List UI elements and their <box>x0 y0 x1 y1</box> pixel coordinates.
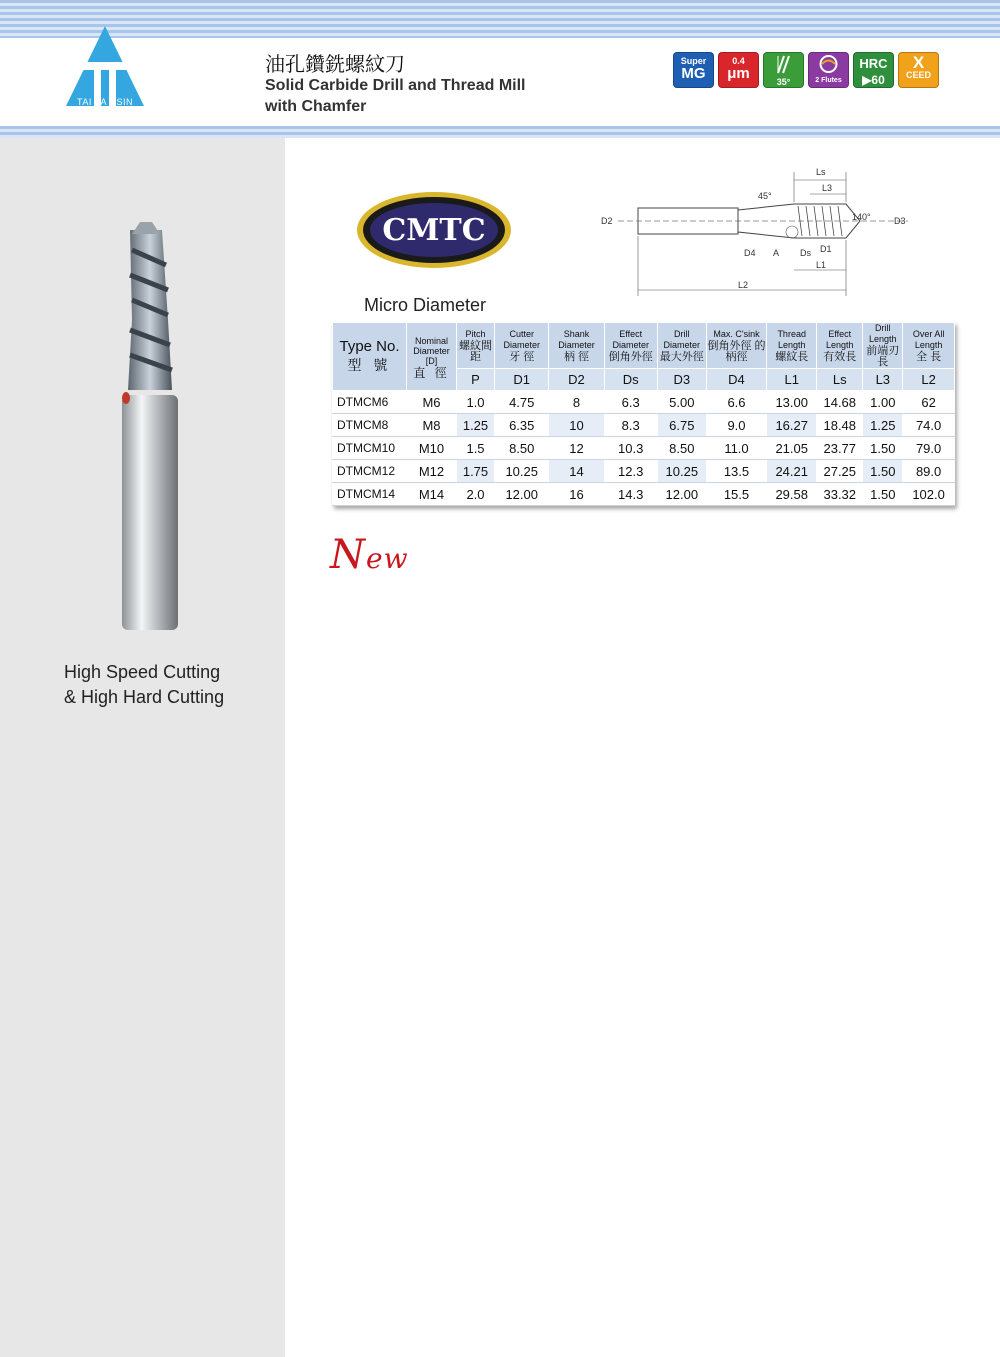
super-mg-icon <box>673 52 714 88</box>
table-cell: 12.3 <box>604 460 657 483</box>
nominal-header-en: Nominal Diameter [D] <box>413 335 450 366</box>
table-cell: 15.5 <box>706 483 767 506</box>
column-symbol: Ds <box>604 369 657 391</box>
helix-angle-icon <box>763 52 804 88</box>
type-header-zh: 型 號 <box>347 357 392 373</box>
table-cell: 74.0 <box>903 414 955 437</box>
drill-thread-mill-image <box>110 220 190 640</box>
column-header: Effect Length 有效長 <box>817 323 863 369</box>
table-row <box>333 483 955 506</box>
badge-main-text: ▶60 <box>862 73 885 87</box>
column-header: Thread Length 螺紋長 <box>767 323 817 369</box>
table-cell: 12 <box>549 437 604 460</box>
table-cell: 6.6 <box>706 391 767 414</box>
table-cell: 1.25 <box>863 414 903 437</box>
badge-main-text: MG <box>681 65 706 82</box>
column-header: Over All Length 全 長 <box>903 323 955 369</box>
badge-main-text: μm <box>727 65 750 82</box>
table-cell: 16 <box>549 483 604 506</box>
table-cell: 18.48 <box>817 414 863 437</box>
spec-table <box>332 322 955 506</box>
spec-table-body <box>333 391 955 506</box>
table-cell: DTMCM8 <box>333 414 407 437</box>
table-cell: 10.3 <box>604 437 657 460</box>
company-logo-text: TAI YA HSIN <box>76 97 133 107</box>
diagram-label-l2: L2 <box>738 280 749 290</box>
column-header: Pitch 螺紋間距 <box>457 323 495 369</box>
table-cell: 13.5 <box>706 460 767 483</box>
title-english-line1: Solid Carbide Drill and Thread Mill <box>265 77 526 94</box>
table-cell: 14.68 <box>817 391 863 414</box>
table-cell: M8 <box>407 414 457 437</box>
feature-badges <box>673 52 939 88</box>
table-cell: 10.25 <box>495 460 549 483</box>
table-cell: 29.58 <box>767 483 817 506</box>
table-cell: 6.75 <box>657 414 706 437</box>
diagram-label-l1: L1 <box>816 260 827 270</box>
table-cell: 21.05 <box>767 437 817 460</box>
type-header <box>333 323 407 391</box>
badge-main-text: CEED <box>905 70 931 80</box>
table-cell: DTMCM6 <box>333 391 407 414</box>
caption-line1: High Speed Cutting <box>64 662 221 682</box>
new-mark-rest: ew <box>366 542 409 575</box>
nominal-header <box>407 323 457 391</box>
table-cell: M10 <box>407 437 457 460</box>
diagram-label-a: A <box>773 248 780 258</box>
column-symbol: D3 <box>657 369 706 391</box>
column-header: Shank Diameter 柄 徑 <box>549 323 604 369</box>
helix-lines-icon <box>764 53 803 75</box>
column-header: Drill Diameter 最大外徑 <box>657 323 706 369</box>
table-cell: 1.5 <box>457 437 495 460</box>
table-cell: 10.25 <box>657 460 706 483</box>
diagram-label-d3: D3 <box>894 216 906 226</box>
new-product-mark <box>330 532 409 578</box>
table-cell: 16.27 <box>767 414 817 437</box>
two-flutes-icon <box>808 52 849 88</box>
diagram-label-ds: Ds <box>800 248 811 258</box>
table-cell: 11.0 <box>706 437 767 460</box>
new-mark-initial: N <box>330 532 366 578</box>
table-cell: 89.0 <box>903 460 955 483</box>
column-header: Cutter Diameter 牙 徑 <box>495 323 549 369</box>
table-cell: M14 <box>407 483 457 506</box>
column-header: Effect Diameter 倒角外徑 <box>604 323 657 369</box>
table-cell: 8.50 <box>495 437 549 460</box>
column-symbol: L2 <box>903 369 955 391</box>
table-cell: 8.50 <box>657 437 706 460</box>
table-cell: 1.50 <box>863 483 903 506</box>
cmtc-logo <box>355 190 513 270</box>
table-cell: 24.21 <box>767 460 817 483</box>
table-row <box>333 460 955 483</box>
diagram-label-l3: L3 <box>822 183 833 193</box>
table-cell: 13.00 <box>767 391 817 414</box>
column-symbol: P <box>457 369 495 391</box>
table-cell: 6.3 <box>604 391 657 414</box>
column-symbol: L1 <box>767 369 817 391</box>
table-cell: 62 <box>903 391 955 414</box>
badge-main-text: 35° <box>776 77 791 87</box>
table-cell: DTMCM12 <box>333 460 407 483</box>
diagram-label-45: 45° <box>758 191 772 201</box>
table-cell: 23.77 <box>817 437 863 460</box>
nominal-header-zh: 直 徑 <box>413 365 450 380</box>
table-cell: 1.25 <box>457 414 495 437</box>
table-cell: 14 <box>549 460 604 483</box>
hrc-hardness-icon <box>853 52 894 88</box>
table-row <box>333 391 955 414</box>
table-cell: 12.00 <box>657 483 706 506</box>
table-cell: 1.50 <box>863 437 903 460</box>
table-cell: 1.0 <box>457 391 495 414</box>
badge-top-text: 0.4 <box>732 56 745 66</box>
badge-main-text: 2 Flutes <box>815 77 842 84</box>
badge-top-text: Super <box>680 56 707 66</box>
title-chinese: 油孔鑽銑螺紋刀 <box>265 52 405 76</box>
micro-grain-icon <box>718 52 759 88</box>
badge-top-text: X <box>912 53 925 72</box>
caption-line2: & High Hard Cutting <box>64 687 225 707</box>
table-row <box>333 437 955 460</box>
table-cell: 4.75 <box>495 391 549 414</box>
table-cell: 1.75 <box>457 460 495 483</box>
table-cell: 1.50 <box>863 460 903 483</box>
table-row <box>333 414 955 437</box>
column-symbol: D2 <box>549 369 604 391</box>
badge-top-text: HRC <box>859 56 888 71</box>
column-header: Max. C'sink 倒角外徑 的柄徑 <box>706 323 767 369</box>
table-cell: 14.3 <box>604 483 657 506</box>
table-cell: 27.25 <box>817 460 863 483</box>
table-cell: 10 <box>549 414 604 437</box>
table-cell: 8 <box>549 391 604 414</box>
table-cell: DTMCM10 <box>333 437 407 460</box>
section-title: Micro Diameter <box>364 295 487 315</box>
table-cell: 79.0 <box>903 437 955 460</box>
table-cell: 1.00 <box>863 391 903 414</box>
table-cell: 5.00 <box>657 391 706 414</box>
table-cell: 102.0 <box>903 483 955 506</box>
table-cell: 8.3 <box>604 414 657 437</box>
cmtc-logo-text: CMTC <box>382 213 486 248</box>
diagram-label-d4: D4 <box>744 248 756 258</box>
table-cell: 33.32 <box>817 483 863 506</box>
title-english-line2: with Chamfer <box>265 98 367 115</box>
table-cell: DTMCM14 <box>333 483 407 506</box>
type-header-en: Type No. <box>339 338 400 355</box>
tool-dimension-diagram <box>598 158 918 303</box>
table-cell: 2.0 <box>457 483 495 506</box>
column-symbol: D4 <box>706 369 767 391</box>
table-cell: 6.35 <box>495 414 549 437</box>
diagram-label-140: 140° <box>852 212 871 222</box>
diagram-label-ls: Ls <box>816 167 826 177</box>
table-cell: M12 <box>407 460 457 483</box>
column-symbol: L3 <box>863 369 903 391</box>
column-symbol: Ls <box>817 369 863 391</box>
flute-circle-icon <box>809 53 848 75</box>
diagram-label-d1: D1 <box>820 244 832 254</box>
tool-caption <box>64 660 224 710</box>
column-header: Drill Length 前端刃長 <box>863 323 903 369</box>
table-cell: 12.00 <box>495 483 549 506</box>
exceed-icon <box>898 52 939 88</box>
column-symbol: D1 <box>495 369 549 391</box>
table-cell: M6 <box>407 391 457 414</box>
table-cell: 9.0 <box>706 414 767 437</box>
diagram-label-d2: D2 <box>601 216 613 226</box>
